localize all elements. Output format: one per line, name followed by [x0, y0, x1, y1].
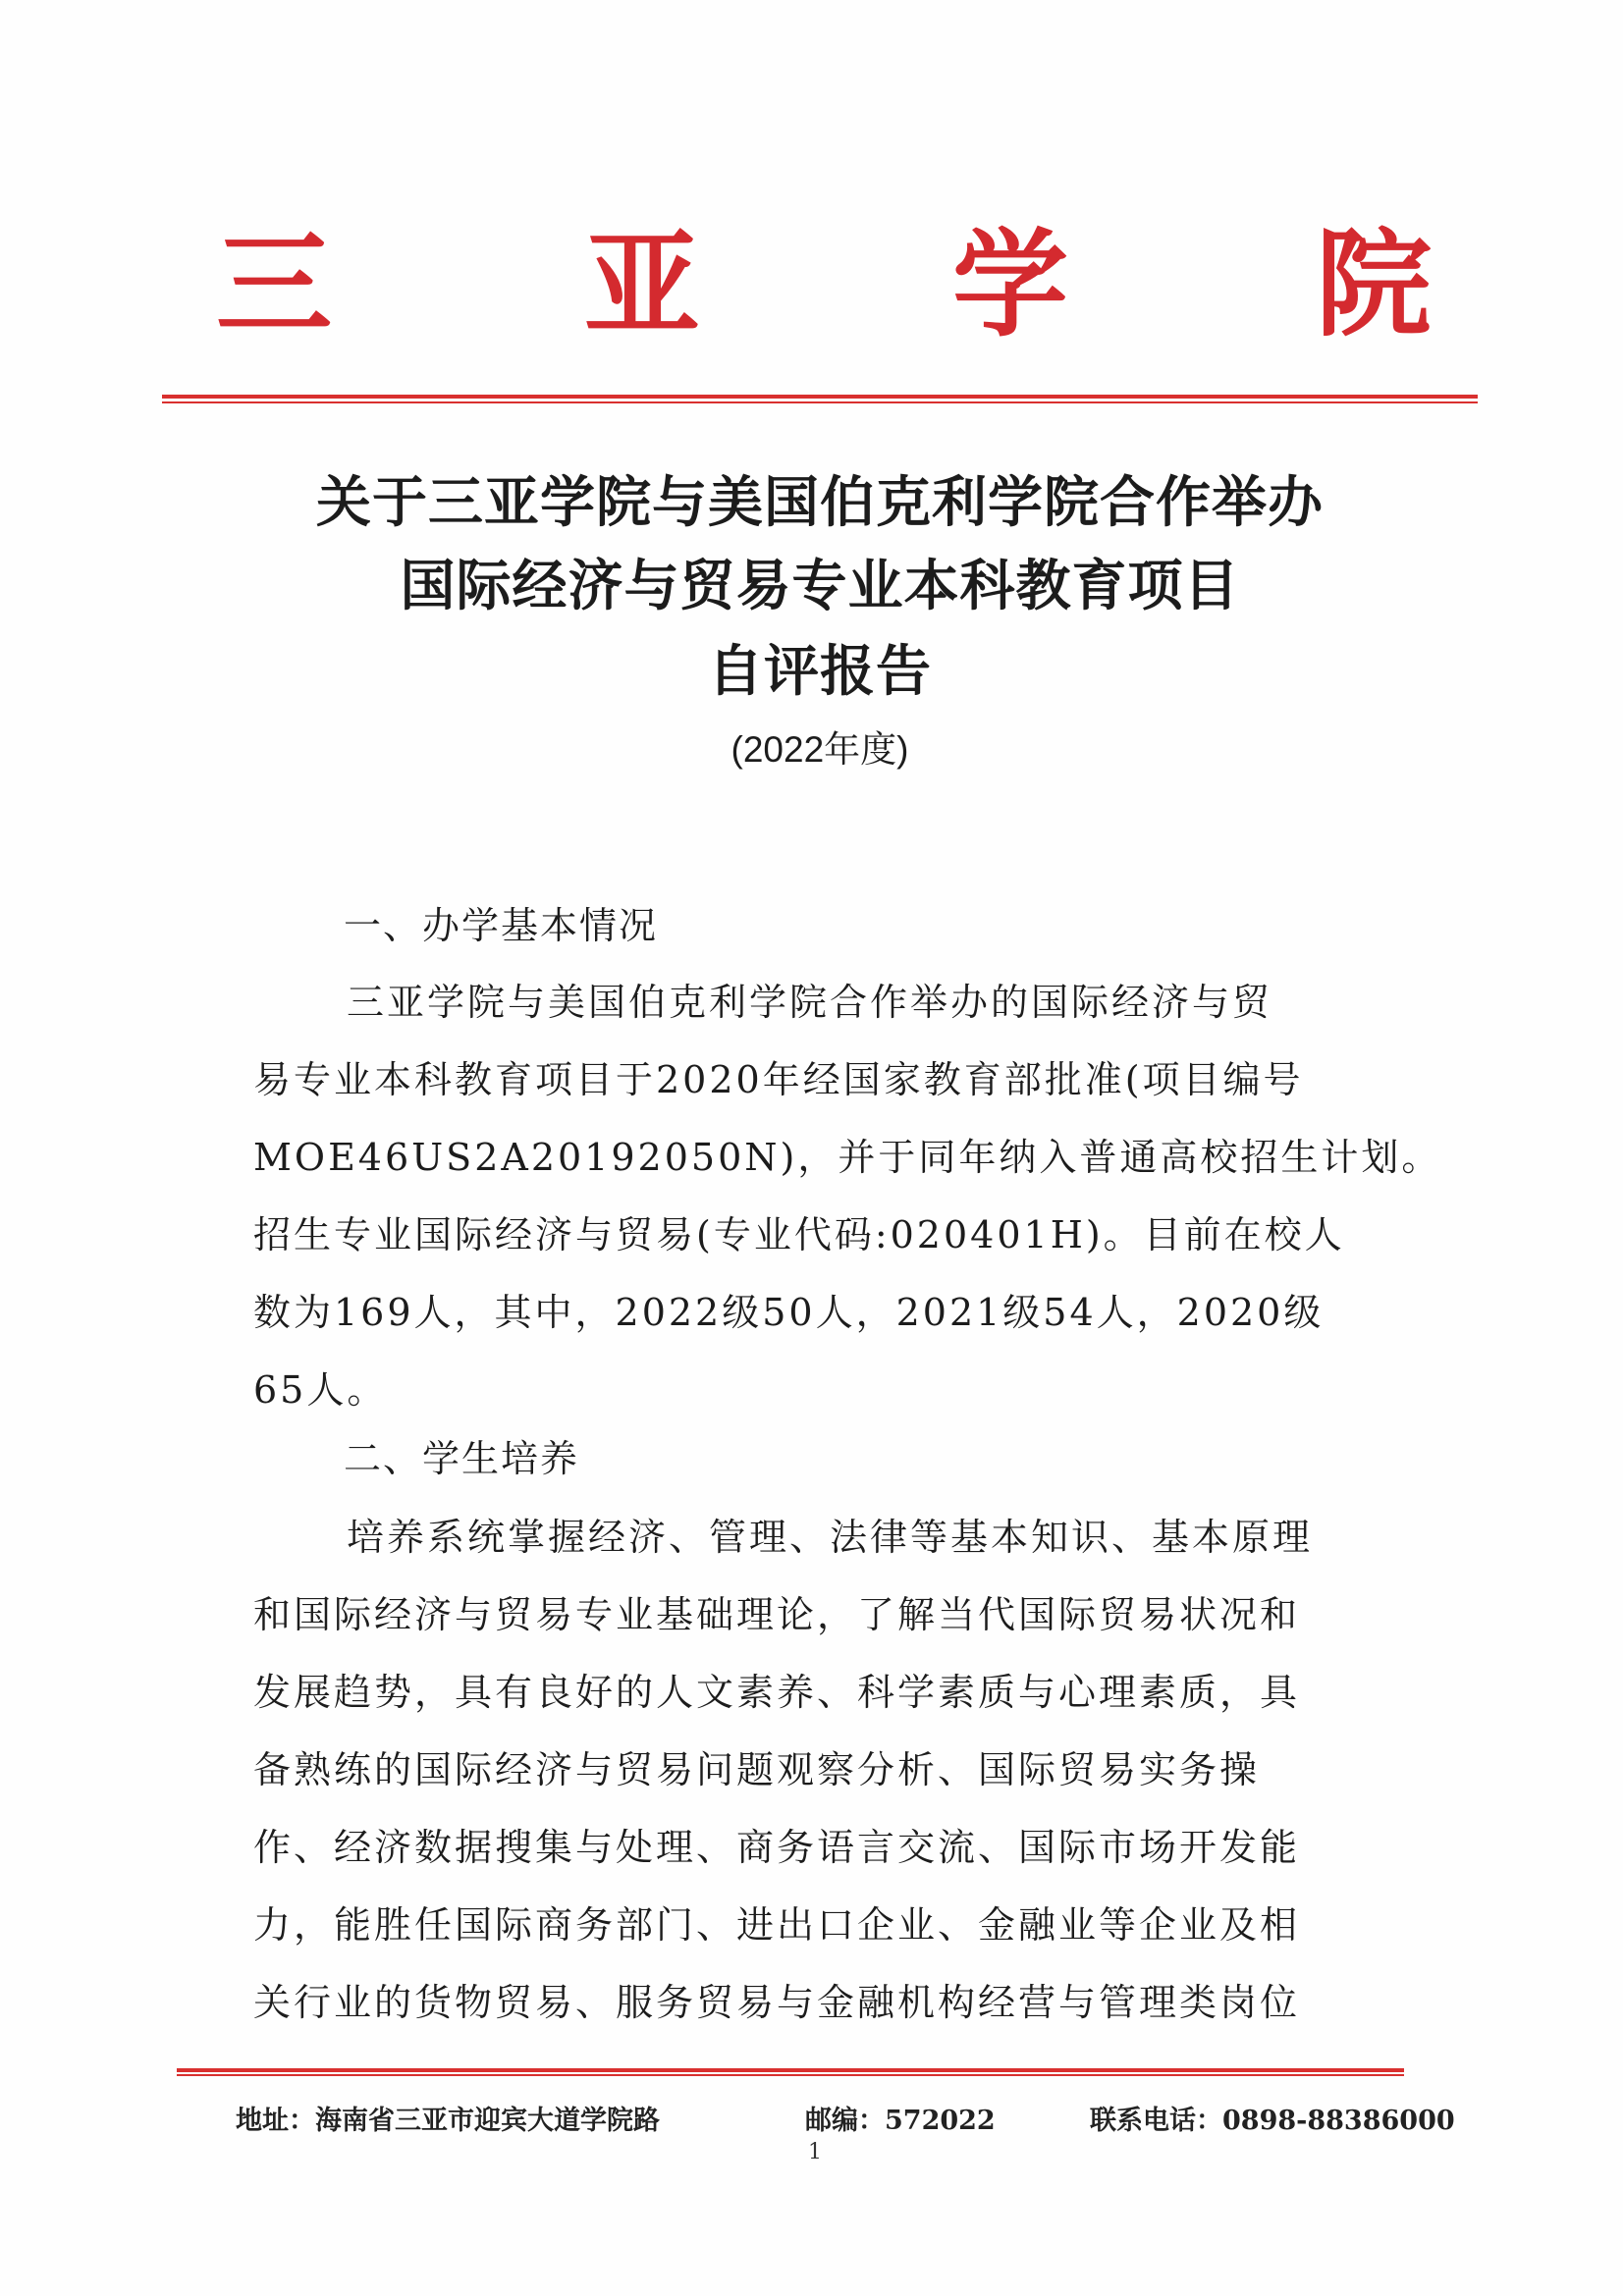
paragraph-line: 招生专业国际经济与贸易(专业代码:020401H)。目前在校人	[253, 1213, 1345, 1256]
header-divider	[162, 395, 1478, 403]
paragraph-line: 培养系统掌握经济、管理、法律等基本知识、基本原理	[347, 1516, 1314, 1559]
paragraph-line: 力，能胜任国际商务部门、进出口企业、金融业等企业及相	[253, 1903, 1301, 1947]
document-title-line-3: 自评报告	[708, 640, 932, 704]
paragraph-line: 作、经济数据搜集与处理、商务语言交流、国际市场开发能	[253, 1826, 1301, 1869]
footer-zip: 邮编：572022	[805, 2106, 996, 2136]
section-heading-basic-info: 一、办学基本情况	[344, 904, 659, 947]
page-number: 1	[808, 2140, 822, 2164]
footer-divider	[177, 2068, 1404, 2076]
paragraph-line: 备熟练的国际经济与贸易问题观察分析、国际贸易实务操	[253, 1748, 1261, 1791]
paragraph-line: MOE46US2A20192050N)，并于同年纳入普通高校招生计划。	[253, 1136, 1442, 1179]
section-paragraph-student-training	[253, 1499, 1382, 2042]
document-title-line-2: 国际经济与贸易专业本科教育项目	[400, 555, 1240, 618]
document-year: (2022年度)	[730, 729, 909, 770]
paragraph-line: 易专业本科教育项目于2020年经国家教育部批准(项目编号	[253, 1058, 1304, 1101]
paragraph-line: 65人。	[253, 1368, 388, 1412]
footer-phone: 联系电话：0898-88386000	[1090, 2106, 1455, 2136]
paragraph-line: 和国际经济与贸易专业基础理论，了解当代国际贸易状况和	[253, 1593, 1301, 1636]
letterhead-char: 学	[952, 216, 1069, 352]
paragraph-line: 数为169人，其中，2022级50人，2021级54人，2020级	[253, 1291, 1325, 1334]
letterhead-char: 亚	[584, 216, 701, 352]
footer-address: 地址：海南省三亚市迎宾大道学院路	[236, 2106, 660, 2136]
section-heading-student-training: 二、学生培养	[344, 1437, 580, 1480]
letterhead-char: 院	[1316, 216, 1433, 352]
paragraph-line: 发展趋势，具有良好的人文素养、科学素质与心理素质，具	[253, 1671, 1301, 1714]
document-title-line-1: 关于三亚学院与美国伯克利学院合作举办	[316, 471, 1324, 535]
paragraph-line: 关行业的货物贸易、服务贸易与金融机构经营与管理类岗位	[253, 1981, 1301, 2024]
letterhead	[196, 216, 1434, 363]
section-paragraph-basic-info	[253, 964, 1442, 1429]
letterhead-char: 三	[216, 216, 333, 352]
paragraph-line: 三亚学院与美国伯克利学院合作举办的国际经济与贸	[347, 981, 1273, 1024]
